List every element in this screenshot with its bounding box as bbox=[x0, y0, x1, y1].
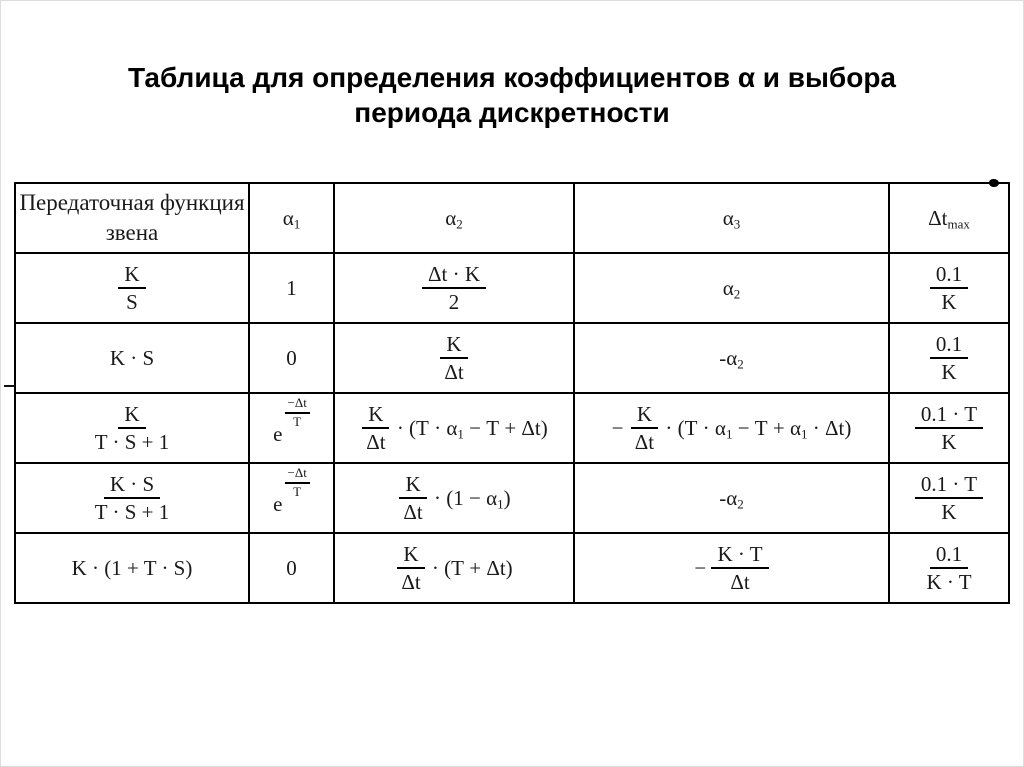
formula-cell: $\frac{0.1 \cdot T}{K}$ bbox=[892, 472, 1006, 524]
table-header-row bbox=[15, 183, 1009, 253]
col-header-transfer-function bbox=[15, 183, 249, 253]
col-header-alpha1 bbox=[249, 183, 334, 253]
slide-title-line2: периода дискретности bbox=[354, 97, 670, 128]
formula-cell: $\frac{K}{S}$ bbox=[18, 262, 246, 314]
formula-cell: - α2 bbox=[719, 485, 744, 512]
formula-cell: $\frac{0.1}{K}$ bbox=[892, 332, 1006, 384]
formula-cell: − $\frac{K \cdot T}{\Delta t}$ bbox=[577, 542, 886, 594]
formula-cell: $\frac{K}{\Delta t}$ bbox=[337, 332, 571, 384]
formula-cell: K · S bbox=[109, 345, 155, 370]
header-cell: α3 bbox=[722, 205, 741, 232]
formula-cell: $\frac{0.1 \cdot T}{K}$ bbox=[892, 402, 1006, 454]
formula-cell: $\frac{K}{\Delta t}$ · (1 − α1 ) bbox=[337, 472, 571, 524]
formula-cell: $\frac{\Delta t \cdot K}{2}$ bbox=[337, 262, 571, 314]
formula-cell: α2 bbox=[722, 275, 741, 302]
slide-title-line1: Таблица для определения коэффициентов α и выбора bbox=[127, 62, 897, 93]
formula-cell: K · (1 + T · S) bbox=[71, 555, 193, 580]
header-cell: Передаточная функция звена bbox=[19, 190, 245, 245]
table-row bbox=[15, 253, 1009, 323]
scan-line-tick-artifact bbox=[4, 385, 15, 387]
header-cell: α2 bbox=[445, 205, 463, 232]
coefficients-table bbox=[14, 182, 1010, 604]
header-cell: Δtmax bbox=[928, 205, 970, 232]
scan-ink-dot-artifact bbox=[989, 179, 999, 187]
formula-cell: $\frac{K}{\Delta t}$ · (T + Δt) bbox=[337, 542, 571, 594]
formula-cell: - α2 bbox=[719, 345, 744, 372]
formula-cell: $\frac{0.1}{K}$ bbox=[892, 262, 1006, 314]
col-header-alpha3 bbox=[574, 183, 889, 253]
formula-cell: 1 bbox=[286, 275, 297, 300]
col-header-dt-max bbox=[889, 183, 1009, 253]
table-row bbox=[15, 323, 1009, 393]
formula-cell: $\frac{K}{T \cdot S + 1}$ bbox=[94, 401, 170, 454]
formula-cell: e $\frac{-\Delta t}{T}$ bbox=[252, 481, 331, 515]
table-row bbox=[15, 533, 1009, 603]
formula-cell: 0 bbox=[286, 345, 297, 370]
col-header-alpha2 bbox=[334, 183, 574, 253]
table-row bbox=[15, 463, 1009, 533]
formula-cell: $\frac{K \cdot S}{T \cdot S + 1}$ bbox=[94, 471, 170, 524]
formula-cell: $\frac{K}{\Delta t}$ · (T · α1 − T + Δt) bbox=[337, 402, 571, 454]
formula-cell: − $\frac{K}{\Delta t}$ · (T · α1 − T + α1 · Δt) bbox=[611, 401, 852, 454]
formula-cell: 0 bbox=[286, 555, 297, 580]
slide-title bbox=[0, 60, 1024, 130]
formula-cell: $\frac{0.1}{K \cdot T}$ bbox=[926, 541, 972, 594]
formula-cell: e $\frac{-\Delta t}{T}$ bbox=[252, 411, 331, 445]
table-row bbox=[15, 393, 1009, 463]
header-cell: α1 bbox=[282, 205, 301, 232]
